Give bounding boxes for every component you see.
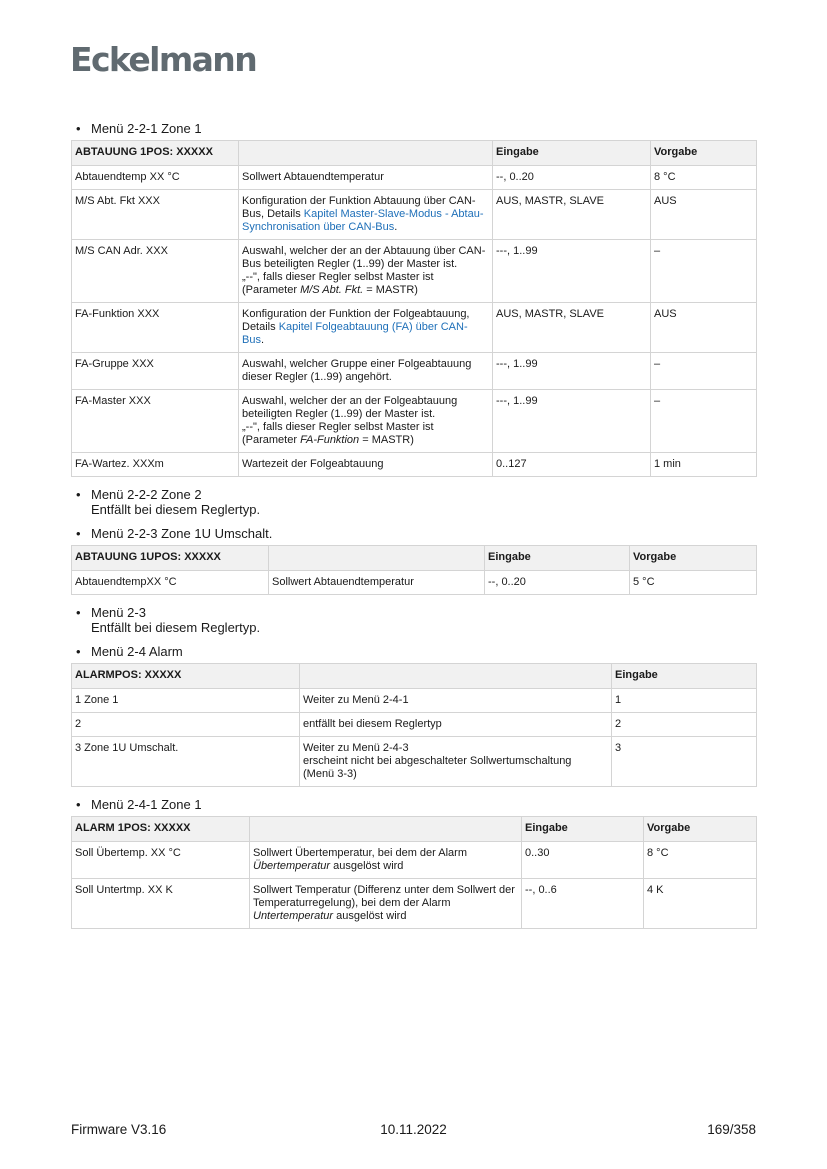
param-input-range: AUS, MASTR, SLAVE: [493, 190, 651, 240]
param-description: Konfiguration der Funktion Abtauung über CAN-Bus, Details Kapitel Master-Slave-Modus - Abtau-Synchronisation über CAN-Bus.: [239, 190, 493, 240]
document-body: [71, 121, 756, 929]
param-description: Sollwert Abtauendtemperatur: [239, 166, 493, 190]
table-header-cell: ALARM 1POS: XXXXX: [72, 817, 250, 842]
table-header-cell: [269, 546, 485, 571]
document-date: 10.11.2022: [380, 1122, 447, 1137]
param-name: Soll Untertmp. XX K: [72, 879, 250, 929]
page-footer: [71, 1122, 756, 1138]
brand-logo: Eckelmann: [70, 40, 257, 79]
table-header-row: [72, 817, 757, 842]
table-header-cell: Vorgabe: [651, 141, 757, 166]
param-description: Sollwert Temperatur (Differenz unter dem Sollwert der Temperaturregelung), bei dem der Alarm Untertemperatur ausgelöst wird: [250, 879, 522, 929]
param-input-range: ---, 1..99: [493, 240, 651, 303]
param-default: –: [651, 390, 757, 453]
param-input-range: ---, 1..99: [493, 390, 651, 453]
param-name: FA-Funktion XXX: [72, 303, 239, 353]
param-default: 8 °C: [644, 842, 757, 879]
param-name: Abtauendtemp XX °C: [72, 166, 239, 190]
table-header-cell: Vorgabe: [644, 817, 757, 842]
table-header-row: [72, 664, 757, 689]
param-description: Weiter zu Menü 2-4-1: [300, 689, 612, 713]
section-heading: • Menü 2-2-3 Zone 1U Umschalt.: [71, 526, 756, 541]
table-row: [72, 353, 757, 390]
param-name: 3 Zone 1U Umschalt.: [72, 737, 300, 787]
param-name: AbtauendtempXX °C: [72, 571, 269, 595]
table-row: [72, 571, 757, 595]
table-row: [72, 879, 757, 929]
param-description: entfällt bei diesem Reglertyp: [300, 713, 612, 737]
section-note: Entfällt bei diesem Reglertyp.: [91, 620, 261, 635]
page-number: 169/358: [707, 1122, 756, 1137]
table-row: [72, 689, 757, 713]
table-header-row: [72, 141, 757, 166]
section-heading: • Menü 2-2-1 Zone 1: [71, 121, 756, 136]
param-description: Wartezeit der Folgeabtauung: [239, 453, 493, 477]
table-header-cell: [300, 664, 612, 689]
table-header-cell: Eingabe: [485, 546, 630, 571]
section-heading: • Menü 2-4-1 Zone 1: [71, 797, 756, 812]
param-description: Auswahl, welcher Gruppe einer Folgeabtauung dieser Regler (1..99) angehört.: [239, 353, 493, 390]
table-row: [72, 842, 757, 879]
firmware-version: Firmware V3.16: [71, 1122, 167, 1137]
table-row: [72, 190, 757, 240]
param-default: 1 min: [651, 453, 757, 477]
param-input-range: --, 0..20: [485, 571, 630, 595]
table-header-cell: ABTAUUNG 1UPOS: XXXXX: [72, 546, 269, 571]
table-row: [72, 737, 757, 787]
table-row: [72, 453, 757, 477]
param-input-range: 0..127: [493, 453, 651, 477]
section-heading: • Menü 2-4 Alarm: [71, 644, 756, 659]
param-input-range: AUS, MASTR, SLAVE: [493, 303, 651, 353]
param-name: FA-Wartez. XXXm: [72, 453, 239, 477]
param-description: Auswahl, welcher der an der Abtauung über CAN-Bus beteiligten Regler (1..99) der Master ist. „--", falls dieser Regler selbst Master ist (Parameter M/S Abt. Fkt. = MASTR): [239, 240, 493, 303]
table-header-cell: [250, 817, 522, 842]
table-header-cell: ALARMPOS: XXXXX: [72, 664, 300, 689]
table-row: [72, 303, 757, 353]
table-header-cell: Vorgabe: [630, 546, 757, 571]
param-description: Konfiguration der Funktion der Folgeabtauung, Details Kapitel Folgeabtauung (FA) über CAN-Bus.: [239, 303, 493, 353]
params-table-abtauung-1u: [71, 545, 757, 595]
param-name: Soll Übertemp. XX °C: [72, 842, 250, 879]
table-row: [72, 166, 757, 190]
param-input-range: ---, 1..99: [493, 353, 651, 390]
param-name: 2: [72, 713, 300, 737]
table-row: [72, 390, 757, 453]
param-name: FA-Gruppe XXX: [72, 353, 239, 390]
param-input-range: 1: [612, 689, 757, 713]
param-description: Weiter zu Menü 2-4-3 erscheint nicht bei abgeschalteter Sollwertumschaltung (Menü 3-3): [300, 737, 612, 787]
params-table-alarm: [71, 663, 757, 787]
params-table-alarm-1: [71, 816, 757, 929]
param-name: 1 Zone 1: [72, 689, 300, 713]
param-description: Auswahl, welcher der an der Folgeabtauung beteiligten Regler (1..99) der Master ist. „--", falls dieser Regler selbst Master ist (Parameter FA-Funktion = MASTR): [239, 390, 493, 453]
param-default: AUS: [651, 303, 757, 353]
param-input-range: --, 0..6: [522, 879, 644, 929]
table-row: [72, 240, 757, 303]
param-default: –: [651, 353, 757, 390]
param-default: –: [651, 240, 757, 303]
param-default: 8 °C: [651, 166, 757, 190]
table-header-row: [72, 546, 757, 571]
section-heading: • Menü 2-2-2 Zone 2 Entfällt bei diesem Reglertyp.: [71, 487, 756, 517]
param-name: M/S Abt. Fkt XXX: [72, 190, 239, 240]
param-description: Sollwert Übertemperatur, bei dem der Alarm Übertemperatur ausgelöst wird: [250, 842, 522, 879]
param-description: Sollwert Abtauendtemperatur: [269, 571, 485, 595]
param-name: FA-Master XXX: [72, 390, 239, 453]
table-header-cell: Eingabe: [493, 141, 651, 166]
table-header-cell: Eingabe: [522, 817, 644, 842]
param-default: AUS: [651, 190, 757, 240]
table-header-cell: [239, 141, 493, 166]
param-input-range: --, 0..20: [493, 166, 651, 190]
table-header-cell: ABTAUUNG 1POS: XXXXX: [72, 141, 239, 166]
param-default: 5 °C: [630, 571, 757, 595]
section-note: Entfällt bei diesem Reglertyp.: [91, 502, 261, 517]
table-row: [72, 713, 757, 737]
param-default: 4 K: [644, 879, 757, 929]
param-input-range: 0..30: [522, 842, 644, 879]
table-header-cell: Eingabe: [612, 664, 757, 689]
param-name: M/S CAN Adr. XXX: [72, 240, 239, 303]
param-input-range: 3: [612, 737, 757, 787]
chapter-link[interactable]: Kapitel Folgeabtauung (FA) über CAN-Bus: [242, 321, 468, 346]
params-table-abtauung-1: [71, 140, 757, 477]
chapter-link[interactable]: Kapitel Master-Slave-Modus - Abtau-Synchronisation über CAN-Bus: [242, 208, 484, 233]
section-heading: • Menü 2-3 Entfällt bei diesem Reglertyp.: [71, 605, 756, 635]
param-input-range: 2: [612, 713, 757, 737]
